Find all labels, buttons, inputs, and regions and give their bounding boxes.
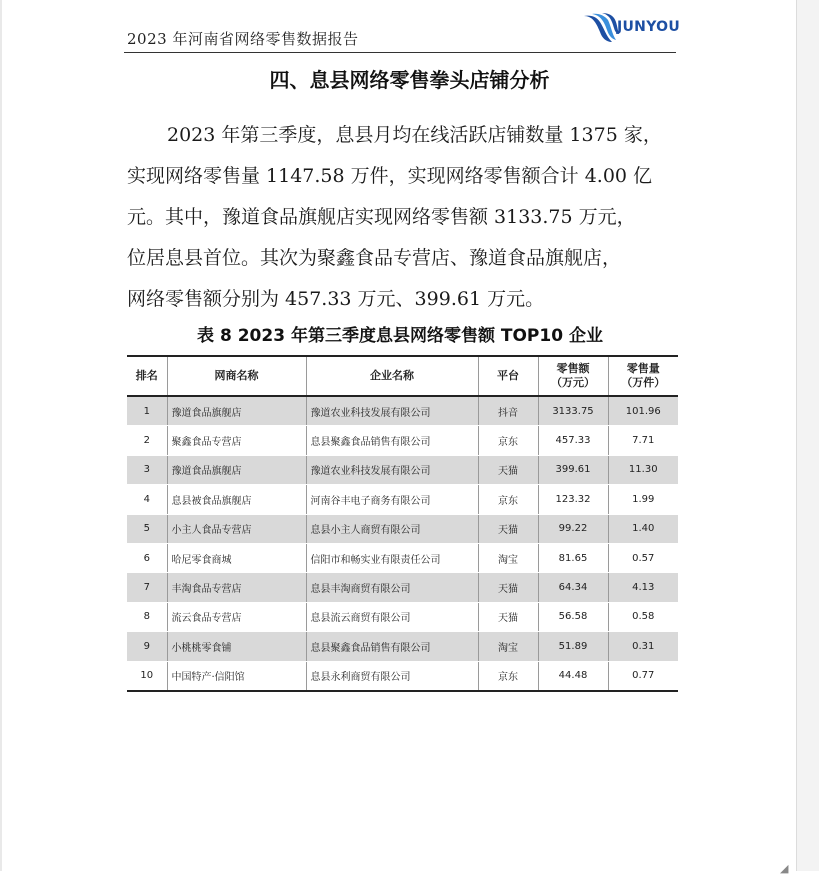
table-caption: 表 8 2023 年第三季度息县网络零售额 TOP10 企业 — [197, 326, 603, 346]
section-heading: 四、息县网络零售拳头店铺分析 — [269, 68, 550, 92]
cell-company-name: 息县永利商贸有限公司 — [306, 661, 478, 691]
col-header-sales-volume-line1: 零售量 — [626, 362, 660, 375]
cell-rank: 10 — [127, 661, 167, 691]
cell-rank: 7 — [127, 573, 167, 602]
table-header-row — [127, 356, 678, 396]
col-header-sales-amount — [538, 356, 608, 396]
cell-company-name: 息县小主人商贸有限公司 — [306, 514, 478, 543]
cell-sales-amount: 123.32 — [538, 485, 608, 514]
cell-platform: 天猫 — [478, 455, 538, 484]
cell-sales-amount: 99.22 — [538, 514, 608, 543]
cell-sales-volume: 0.77 — [608, 661, 678, 691]
cell-shop-name: 聚鑫食品专营店 — [167, 426, 306, 455]
cell-shop-name: 小桃桃零食铺 — [167, 632, 306, 661]
cell-platform: 京东 — [478, 426, 538, 455]
cell-sales-volume: 11.30 — [608, 455, 678, 484]
cell-sales-amount: 399.61 — [538, 455, 608, 484]
table-row — [127, 396, 678, 426]
cell-sales-volume: 101.96 — [608, 396, 678, 426]
cell-shop-name: 豫道食品旗舰店 — [167, 396, 306, 426]
table-row — [127, 602, 678, 631]
resize-grip-icon[interactable]: ◢ — [780, 862, 789, 875]
cell-rank: 5 — [127, 514, 167, 543]
cell-platform: 抖音 — [478, 396, 538, 426]
cell-company-name: 息县聚鑫食品销售有限公司 — [306, 426, 478, 455]
cell-rank: 2 — [127, 426, 167, 455]
cell-platform: 天猫 — [478, 602, 538, 631]
cell-sales-volume: 7.71 — [608, 426, 678, 455]
table-row — [127, 632, 678, 661]
cell-sales-amount: 51.89 — [538, 632, 608, 661]
cell-sales-amount: 3133.75 — [538, 396, 608, 426]
table-row — [127, 661, 678, 691]
cell-platform: 天猫 — [478, 573, 538, 602]
cell-shop-name: 丰淘食品专营店 — [167, 573, 306, 602]
top10-table — [127, 355, 678, 692]
table-row — [127, 514, 678, 543]
cell-company-name: 息县丰淘商贸有限公司 — [306, 573, 478, 602]
cell-sales-amount: 64.34 — [538, 573, 608, 602]
cell-sales-volume: 0.31 — [608, 632, 678, 661]
cell-sales-volume: 0.58 — [608, 602, 678, 631]
paragraph-line: 网络零售额分别为 457.33 万元、399.61 万元。 — [127, 288, 545, 310]
paragraph-line: 2023 年第三季度，息县月均在线活跃店铺数量 1375 家， — [167, 124, 662, 146]
cell-rank: 4 — [127, 485, 167, 514]
cell-sales-amount: 457.33 — [538, 426, 608, 455]
cell-rank: 8 — [127, 602, 167, 631]
cell-rank: 3 — [127, 455, 167, 484]
col-header-sales-volume-line2: （万件） — [621, 376, 666, 389]
cell-rank: 1 — [127, 396, 167, 426]
page-header-title: 2023 年河南省网络零售数据报告 — [127, 30, 359, 48]
paragraph-line: 元。其中，豫道食品旗舰店实现网络零售额 3133.75 万元， — [127, 206, 636, 228]
cell-sales-volume: 1.99 — [608, 485, 678, 514]
cell-rank: 6 — [127, 543, 167, 572]
body-paragraph — [127, 115, 680, 320]
cell-company-name: 豫道农业科技发展有限公司 — [306, 455, 478, 484]
col-header-rank: 排名 — [127, 356, 167, 396]
col-header-company: 企业名称 — [306, 356, 478, 396]
cell-shop-name: 中国特产·信阳馆 — [167, 661, 306, 691]
cell-shop-name: 小主人食品专营店 — [167, 514, 306, 543]
cell-platform: 京东 — [478, 661, 538, 691]
logo-wordmark: JUNYOU — [617, 19, 681, 35]
col-header-sales-amount-line2: （万元） — [551, 376, 595, 389]
cell-company-name: 息县聚鑫食品销售有限公司 — [306, 632, 478, 661]
cell-platform: 淘宝 — [478, 632, 538, 661]
cell-sales-amount: 81.65 — [538, 543, 608, 572]
viewer-scrollbar[interactable] — [796, 0, 819, 871]
cell-platform: 京东 — [478, 485, 538, 514]
cell-shop-name: 哈尼零食商城 — [167, 543, 306, 572]
cell-sales-volume: 1.40 — [608, 514, 678, 543]
col-header-platform: 平台 — [478, 356, 538, 396]
table-row — [127, 573, 678, 602]
col-header-sales-amount-line1: 零售额 — [556, 362, 590, 375]
cell-company-name: 信阳市和畅实业有限责任公司 — [306, 543, 478, 572]
header-divider — [124, 52, 676, 53]
col-header-sales-volume — [608, 356, 678, 396]
col-header-shop: 网商名称 — [167, 356, 306, 396]
paragraph-line: 位居息县首位。其次为聚鑫食品专营店、豫道食品旗舰店， — [127, 247, 622, 269]
table-row — [127, 455, 678, 484]
cell-platform: 天猫 — [478, 514, 538, 543]
paragraph-line: 实现网络零售量 1147.58 万件，实现网络零售额合计 4.00 亿 — [127, 165, 653, 187]
viewer-left-edge — [0, 0, 2, 871]
cell-sales-amount: 56.58 — [538, 602, 608, 631]
cell-company-name: 息县流云商贸有限公司 — [306, 602, 478, 631]
table-row — [127, 543, 678, 572]
cell-sales-volume: 0.57 — [608, 543, 678, 572]
cell-company-name: 河南谷丰电子商务有限公司 — [306, 485, 478, 514]
cell-sales-amount: 44.48 — [538, 661, 608, 691]
cell-shop-name: 流云食品专营店 — [167, 602, 306, 631]
cell-shop-name: 息县被食品旗舰店 — [167, 485, 306, 514]
cell-shop-name: 豫道食品旗舰店 — [167, 455, 306, 484]
table-row — [127, 426, 678, 455]
cell-rank: 9 — [127, 632, 167, 661]
cell-company-name: 豫道农业科技发展有限公司 — [306, 396, 478, 426]
table-row — [127, 485, 678, 514]
cell-sales-volume: 4.13 — [608, 573, 678, 602]
cell-platform: 淘宝 — [478, 543, 538, 572]
